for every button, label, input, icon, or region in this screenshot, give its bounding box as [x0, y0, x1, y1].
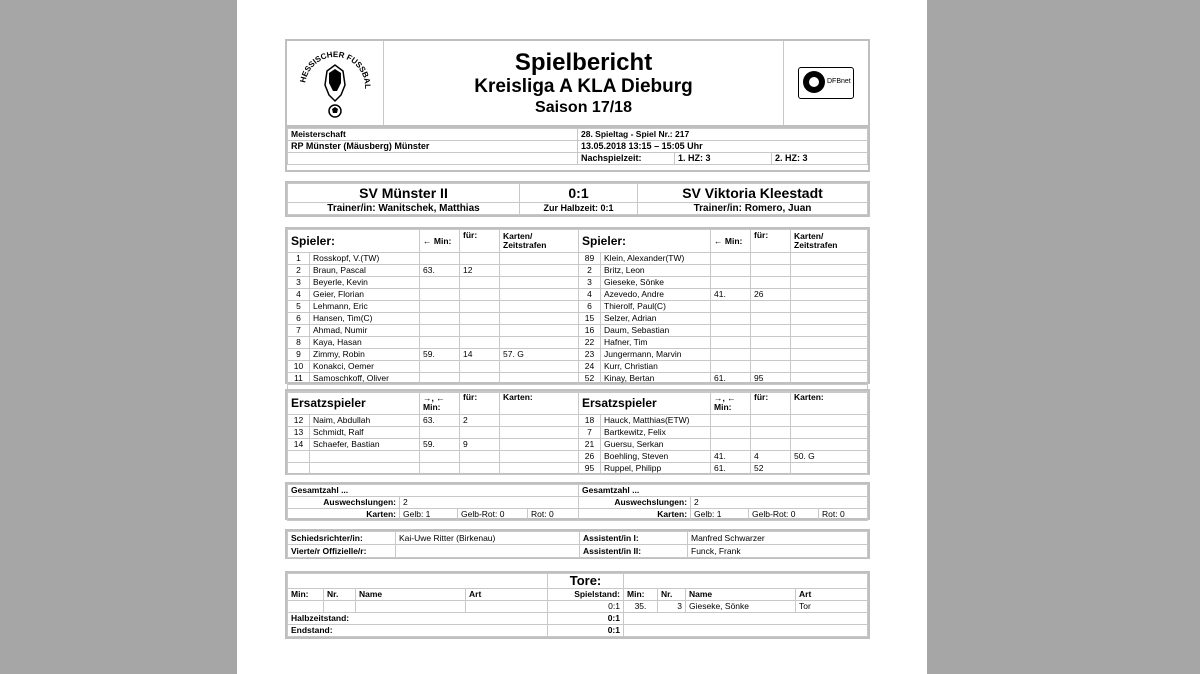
home-for-heading: für: [460, 230, 500, 253]
player-row [288, 337, 868, 349]
dfbnet-logo [783, 41, 868, 125]
assistant2-label: Assistent/in II: [580, 545, 688, 558]
extra-time-hz2: 2. HZ: 3 [772, 153, 868, 165]
away-cards-heading: Karten/ Zeitstrafen [791, 230, 868, 253]
away-player-nr: 7 [579, 427, 601, 439]
home-player-for [460, 253, 500, 265]
away-players-heading: Spieler: [579, 230, 711, 253]
home-player-name: Rosskopf, V.(TW) [310, 253, 420, 265]
home-player-name: Braun, Pascal [310, 265, 420, 277]
player-row [288, 301, 868, 313]
home-cards-label: Karten: [288, 509, 400, 521]
away-player-nr: 15 [579, 313, 601, 325]
home-player-min [420, 427, 460, 439]
home-player-min: 63. [420, 265, 460, 277]
match-datetime: 13.05.2018 13:15 – 15:05 Uhr [578, 141, 868, 153]
final-score: 0:1 [520, 184, 638, 203]
away-player-for: 52 [751, 463, 791, 475]
hfv-logo [287, 41, 384, 125]
home-totals-label: Gesamtzahl ... [288, 485, 579, 497]
home-player-for [460, 325, 500, 337]
away-player-for [751, 427, 791, 439]
away-player-for [751, 349, 791, 361]
home-player-for [460, 289, 500, 301]
away-player-name: Hauck, Matthias(ETW) [601, 415, 711, 427]
home-player-nr [288, 463, 310, 475]
away-player-min [711, 301, 751, 313]
matchday: 28. Spieltag - Spiel Nr.: 217 [578, 129, 868, 141]
home-player-for: 9 [460, 439, 500, 451]
fourth-official [396, 545, 580, 558]
away-player-name: Jungermann, Marvin [601, 349, 711, 361]
away-player-cards [791, 361, 868, 373]
final-result: 0:1 [548, 625, 624, 637]
home-player-name: Schaefer, Bastian [310, 439, 420, 451]
goal-type: Tor [796, 601, 868, 613]
away-player-min [711, 265, 751, 277]
away-player-for [751, 265, 791, 277]
home-subs-cards-heading: Karten: [500, 392, 579, 415]
away-player-for: 4 [751, 451, 791, 463]
away-player-nr: 21 [579, 439, 601, 451]
away-for-heading: für: [751, 230, 791, 253]
away-player-for [751, 313, 791, 325]
away-yellow: Gelb: 1 [691, 509, 749, 521]
home-player-min: 63. [420, 415, 460, 427]
away-player-nr: 95 [579, 463, 601, 475]
away-player-name: Kurr, Christian [601, 361, 711, 373]
home-player-cards: 57. G [500, 349, 579, 361]
home-player-name: Lehmann, Eric [310, 301, 420, 313]
home-player-for [460, 427, 500, 439]
away-subs-min-heading: →, ← Min: [711, 392, 751, 415]
officials [285, 529, 870, 559]
away-player-nr: 22 [579, 337, 601, 349]
home-player-name [310, 451, 420, 463]
score-progress-heading: Spielstand: [548, 589, 624, 601]
away-player-for [751, 325, 791, 337]
away-player-nr: 26 [579, 451, 601, 463]
home-player-name: Ahmad, Numir [310, 325, 420, 337]
away-player-min [711, 427, 751, 439]
report-page [237, 0, 927, 674]
goal-player-number: 3 [658, 601, 686, 613]
home-player-cards [500, 301, 579, 313]
referee-label: Schiedsrichter/in: [288, 532, 396, 545]
away-totals-label: Gesamtzahl ... [579, 485, 868, 497]
fourth-official-label: Vierte/r Offizielle/r: [288, 545, 396, 558]
home-player-min [420, 463, 460, 475]
away-player-for: 26 [751, 289, 791, 301]
away-player-for: 95 [751, 373, 791, 385]
home-player-for [460, 301, 500, 313]
away-player-cards [791, 289, 868, 301]
home-subs-min-heading: →, ← Min: [420, 392, 460, 415]
away-player-min [711, 253, 751, 265]
home-coach: Trainer/in: Wanitschek, Matthias [288, 203, 520, 215]
home-subs-heading: Ersatzspieler [288, 392, 420, 415]
goals [285, 571, 870, 639]
report-header [285, 39, 870, 127]
home-player-nr: 10 [288, 361, 310, 373]
home-player-cards [500, 439, 579, 451]
home-player-cards [500, 289, 579, 301]
home-player-cards [500, 313, 579, 325]
home-player-nr: 1 [288, 253, 310, 265]
away-player-nr: 6 [579, 301, 601, 313]
goals-away-nr-heading: Nr. [658, 589, 686, 601]
home-player-for: 14 [460, 349, 500, 361]
away-subs-for-heading: für: [751, 392, 791, 415]
home-player-cards [500, 427, 579, 439]
goals-home-min-heading: Min: [288, 589, 324, 601]
home-player-min [420, 313, 460, 325]
home-player-name: Zimmy, Robin [310, 349, 420, 361]
away-player-min [711, 439, 751, 451]
substitutes-table [287, 391, 868, 475]
home-player-min [420, 373, 460, 385]
player-row [288, 325, 868, 337]
goals-title: Tore: [548, 574, 624, 589]
home-player-for [460, 313, 500, 325]
home-player-nr: 4 [288, 289, 310, 301]
goals-home-name-heading: Name [356, 589, 466, 601]
home-player-name [310, 463, 420, 475]
away-player-cards [791, 373, 868, 385]
home-player-min [420, 289, 460, 301]
away-player-cards [791, 439, 868, 451]
away-player-cards [791, 313, 868, 325]
away-player-name: Kinay, Bertan [601, 373, 711, 385]
away-min-heading: ← Min: [711, 230, 751, 253]
home-player-cards [500, 451, 579, 463]
player-row [288, 361, 868, 373]
home-player-min [420, 325, 460, 337]
home-players-heading: Spieler: [288, 230, 420, 253]
competition: Meisterschaft [288, 129, 578, 141]
away-player-for [751, 415, 791, 427]
home-min-heading: ← Min: [420, 230, 460, 253]
home-player-nr [288, 451, 310, 463]
home-team: SV Münster II [288, 184, 520, 203]
home-player-min [420, 277, 460, 289]
away-player-nr: 89 [579, 253, 601, 265]
away-player-cards [791, 337, 868, 349]
away-player-cards [791, 427, 868, 439]
goals-away-name-heading: Name [686, 589, 796, 601]
home-player-cards [500, 325, 579, 337]
player-row [288, 253, 868, 265]
home-player-for: 2 [460, 415, 500, 427]
home-player-min [420, 253, 460, 265]
away-player-min: 41. [711, 451, 751, 463]
away-player-for [751, 337, 791, 349]
final-label: Endstand: [288, 625, 548, 637]
away-player-name: Selzer, Adrian [601, 313, 711, 325]
home-player-cards [500, 373, 579, 385]
away-player-min [711, 415, 751, 427]
goals-away-type-heading: Art [796, 589, 868, 601]
home-subs-for-heading: für: [460, 392, 500, 415]
dfbnet-logo-text: DFBnet [827, 78, 851, 85]
home-player-name: Kaya, Hasan [310, 337, 420, 349]
report-title: Spielbericht [514, 49, 653, 76]
player-row [288, 313, 868, 325]
home-yellow: Gelb: 1 [400, 509, 458, 521]
home-player-for: 12 [460, 265, 500, 277]
goal-row [288, 601, 868, 613]
home-player-cards [500, 337, 579, 349]
away-player-cards [791, 277, 868, 289]
goal-player-name: Gieseke, Sönke [686, 601, 796, 613]
player-row [288, 289, 868, 301]
away-player-min: 41. [711, 289, 751, 301]
home-player-nr: 12 [288, 415, 310, 427]
home-player-name: Hansen, Tim(C) [310, 313, 420, 325]
away-player-nr: 4 [579, 289, 601, 301]
away-player-min [711, 313, 751, 325]
away-player-for [751, 361, 791, 373]
away-player-cards [791, 463, 868, 475]
away-subs-count: 2 [691, 497, 868, 509]
assistant1-label: Assistent/in I: [580, 532, 688, 545]
away-player-min: 61. [711, 463, 751, 475]
away-player-name: Boehling, Steven [601, 451, 711, 463]
home-player-min [420, 301, 460, 313]
away-coach: Trainer/in: Romero, Juan [638, 203, 868, 215]
away-player-min [711, 361, 751, 373]
home-player-min [420, 361, 460, 373]
home-player-for [460, 361, 500, 373]
away-cards-label: Karten: [579, 509, 691, 521]
home-player-name: Geier, Florian [310, 289, 420, 301]
league-name: Kreisliga A KLA Dieburg [474, 76, 693, 97]
home-player-cards [500, 277, 579, 289]
away-player-name: Bartkewitz, Felix [601, 427, 711, 439]
away-player-cards [791, 349, 868, 361]
away-team: SV Viktoria Kleestadt [638, 184, 868, 203]
lineups-table [287, 229, 868, 393]
home-player-nr: 14 [288, 439, 310, 451]
report-title-block [384, 41, 783, 125]
venue: RP Münster (Mäusberg) Münster [288, 141, 578, 153]
away-player-for [751, 301, 791, 313]
away-player-name: Britz, Leon [601, 265, 711, 277]
player-row [288, 349, 868, 361]
home-player-for [460, 337, 500, 349]
substitute-row [288, 439, 868, 451]
home-player-min [420, 337, 460, 349]
away-player-nr: 2 [579, 265, 601, 277]
away-player-nr: 52 [579, 373, 601, 385]
season: Saison 17/18 [535, 99, 632, 116]
home-player-min [420, 451, 460, 463]
home-player-cards [500, 415, 579, 427]
extra-time-hz1: 1. HZ: 3 [675, 153, 772, 165]
home-player-nr: 8 [288, 337, 310, 349]
substitute-row [288, 463, 868, 475]
home-subs-count: 2 [400, 497, 579, 509]
away-player-name: Ruppel, Philipp [601, 463, 711, 475]
substitute-row [288, 451, 868, 463]
referee: Kai-Uwe Ritter (Birkenau) [396, 532, 580, 545]
away-player-name: Azevedo, Andre [601, 289, 711, 301]
away-red: Rot: 0 [819, 509, 868, 521]
halftime-label: Halbzeitstand: [288, 613, 548, 625]
away-player-min [711, 349, 751, 361]
away-player-name: Daum, Sebastian [601, 325, 711, 337]
home-player-name: Schmidt, Ralf [310, 427, 420, 439]
totals [285, 482, 870, 520]
home-yellow-red: Gelb-Rot: 0 [458, 509, 528, 521]
away-player-cards [791, 325, 868, 337]
away-player-for [751, 439, 791, 451]
home-red: Rot: 0 [528, 509, 579, 521]
away-player-nr: 23 [579, 349, 601, 361]
away-player-name: Hafner, Tim [601, 337, 711, 349]
player-row [288, 265, 868, 277]
halftime-score: Zur Halbzeit: 0:1 [520, 203, 638, 215]
home-player-name: Konakci, Oemer [310, 361, 420, 373]
away-player-min [711, 325, 751, 337]
teams-score [285, 181, 870, 217]
home-player-name: Naim, Abdullah [310, 415, 420, 427]
away-player-nr: 3 [579, 277, 601, 289]
home-player-nr: 2 [288, 265, 310, 277]
away-subs-cards-heading: Karten: [791, 392, 868, 415]
away-player-min [711, 337, 751, 349]
home-player-cards [500, 265, 579, 277]
substitutes [285, 389, 870, 475]
away-player-name: Klein, Alexander(TW) [601, 253, 711, 265]
halftime-result: 0:1 [548, 613, 624, 625]
player-row [288, 277, 868, 289]
home-player-cards [500, 361, 579, 373]
home-cards-heading: Karten/ Zeitstrafen [500, 230, 579, 253]
away-player-nr: 18 [579, 415, 601, 427]
match-info [285, 126, 870, 172]
lineups [285, 227, 870, 384]
home-player-nr: 9 [288, 349, 310, 361]
extra-time-label: Nachspielzeit: [578, 153, 675, 165]
home-player-min: 59. [420, 349, 460, 361]
away-subs-heading: Ersatzspieler [579, 392, 711, 415]
home-player-name: Beyerle, Kevin [310, 277, 420, 289]
home-player-cards [500, 463, 579, 475]
away-player-cards [791, 415, 868, 427]
home-player-for [460, 451, 500, 463]
home-player-nr: 5 [288, 301, 310, 313]
away-player-for [751, 253, 791, 265]
home-player-nr: 3 [288, 277, 310, 289]
home-player-for [460, 463, 500, 475]
away-player-for [751, 277, 791, 289]
home-subs-label: Auswechslungen: [288, 497, 400, 509]
away-player-min: 61. [711, 373, 751, 385]
away-player-name: Gieseke, Sönke [601, 277, 711, 289]
away-player-min [711, 277, 751, 289]
substitute-row [288, 427, 868, 439]
away-yellow-red: Gelb-Rot: 0 [749, 509, 819, 521]
home-player-min: 59. [420, 439, 460, 451]
home-player-nr: 7 [288, 325, 310, 337]
away-player-name: Thierolf, Paul(C) [601, 301, 711, 313]
home-player-for [460, 277, 500, 289]
player-row [288, 373, 868, 385]
assistant2: Funck, Frank [688, 545, 868, 558]
home-player-nr: 6 [288, 313, 310, 325]
home-player-nr: 11 [288, 373, 310, 385]
away-player-cards [791, 265, 868, 277]
hfv-logo-text: HESSISCHER FUSSBAL [298, 49, 373, 90]
home-player-nr: 13 [288, 427, 310, 439]
away-player-cards [791, 253, 868, 265]
away-player-nr: 24 [579, 361, 601, 373]
goals-home-type-heading: Art [466, 589, 548, 601]
away-player-cards: 50. G [791, 451, 868, 463]
substitute-row [288, 415, 868, 427]
goals-away-min-heading: Min: [624, 589, 658, 601]
home-player-for [460, 373, 500, 385]
goal-score: 0:1 [548, 601, 624, 613]
goals-home-nr-heading: Nr. [324, 589, 356, 601]
away-player-cards [791, 301, 868, 313]
home-player-cards [500, 253, 579, 265]
home-player-name: Samoschkoff, Oliver [310, 373, 420, 385]
assistant1: Manfred Schwarzer [688, 532, 868, 545]
goal-minute: 35. [624, 601, 658, 613]
away-player-name: Guersu, Serkan [601, 439, 711, 451]
away-player-nr: 16 [579, 325, 601, 337]
away-subs-label: Auswechslungen: [579, 497, 691, 509]
